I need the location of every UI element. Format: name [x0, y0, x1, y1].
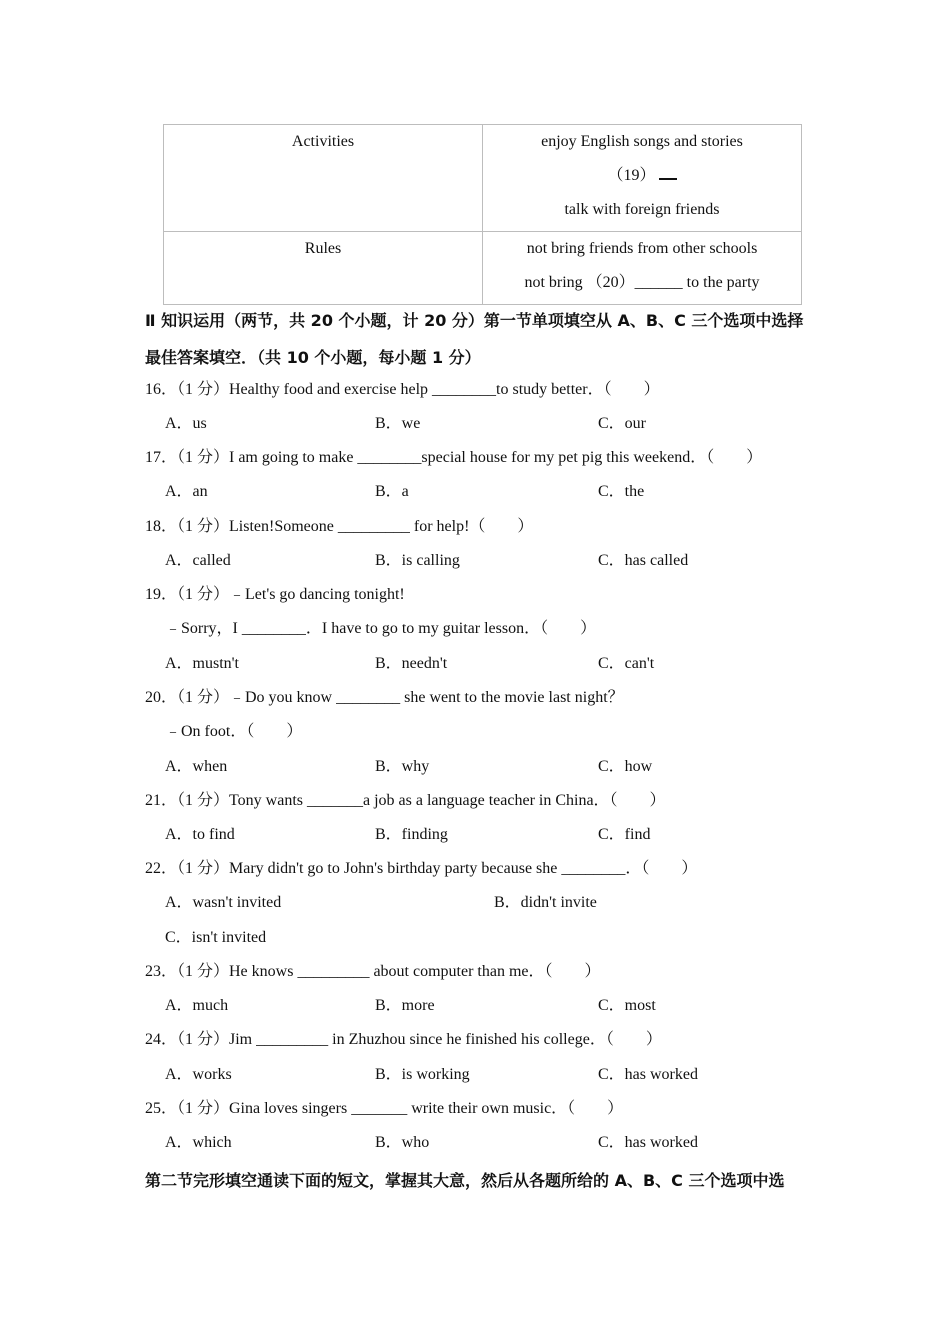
q22-option-c[interactable]: C．isn't invited — [165, 929, 267, 946]
rules-label: Rules — [304, 240, 342, 257]
rule-line-2: not bring （20）______ to the party — [524, 274, 760, 291]
q20-option-c[interactable]: C．how — [598, 758, 653, 775]
section-heading-line-1: Ⅱ 知识运用（两节，共 20 个小题，计 20 分）第一节单项填空从 A、B、C 三个选项中选择 — [145, 311, 804, 330]
q22-option-a[interactable]: A．wasn't invited — [165, 894, 282, 911]
question-20-reply: ﹣On foot．（ ） — [165, 723, 303, 740]
q20-option-b[interactable]: B．why — [375, 758, 430, 775]
q18-option-c[interactable]: C．has called — [598, 552, 689, 569]
question-18: 18．（1 分）Listen!Someone _________ for help!（ ） — [145, 518, 534, 535]
question-23: 23．（1 分）He knows _________ about computer than me．（ ） — [145, 963, 601, 980]
table-label-activities — [164, 125, 483, 232]
section-heading-line-2: 最佳答案填空．（共 10 个小题，每小题 1 分） — [145, 348, 481, 367]
q20-option-a[interactable]: A．when — [165, 758, 228, 775]
table-value-rules — [483, 232, 802, 305]
question-19-reply: ﹣Sorry，I ________．I have to go to my guitar lesson．（ ） — [165, 620, 597, 637]
q18-option-b[interactable]: B．is calling — [375, 552, 460, 569]
q24-option-a[interactable]: A．works — [165, 1066, 232, 1083]
q25-option-c[interactable]: C．has worked — [598, 1134, 698, 1151]
activity-line-2 — [483, 159, 801, 193]
q24-option-c[interactable]: C．has worked — [598, 1066, 698, 1083]
q19-option-c[interactable]: C．can't — [598, 655, 655, 672]
question-22: 22．（1 分）Mary didn't go to John's birthday party because she ________．（ ） — [145, 860, 698, 877]
q19-option-b[interactable]: B．needn't — [375, 655, 448, 672]
activities-label: Activities — [291, 133, 355, 150]
q17-option-c[interactable]: C．the — [598, 483, 645, 500]
activity-line-3: talk with foreign friends — [564, 201, 720, 218]
question-21: 21．（1 分）Tony wants _______a job as a language teacher in China．（ ） — [145, 792, 666, 809]
q25-option-b[interactable]: B．who — [375, 1134, 430, 1151]
table-value-activities — [483, 125, 802, 232]
q25-option-a[interactable]: A．which — [165, 1134, 232, 1151]
q24-option-b[interactable]: B．is working — [375, 1066, 470, 1083]
question-19: 19．（1 分）﹣Let's go dancing tonight! — [145, 586, 405, 603]
q23-option-a[interactable]: A．much — [165, 997, 229, 1014]
activity-line-1: enjoy English songs and stories — [541, 133, 743, 150]
q17-option-a[interactable]: A．an — [165, 483, 208, 500]
q22-option-b[interactable]: B．didn't invite — [494, 894, 597, 911]
question-16: 16．（1 分）Healthy food and exercise help ________to study better．（ ） — [145, 381, 660, 398]
table-row-activities — [164, 125, 802, 232]
q18-option-a[interactable]: A．called — [165, 552, 231, 569]
q21-option-b[interactable]: B．finding — [375, 826, 448, 843]
blank-19-underline — [659, 164, 677, 180]
question-24: 24．（1 分）Jim _________ in Zhuzhou since he finished his college．（ ） — [145, 1031, 662, 1048]
q16-option-a[interactable]: A．us — [165, 415, 207, 432]
q17-option-b[interactable]: B．a — [375, 483, 409, 500]
info-table — [163, 124, 802, 305]
cloze-section-heading: 第二节完形填空通读下面的短文，掌握其大意，然后从各题所给的 A、B、C 三个选项中选 — [145, 1171, 785, 1190]
q23-option-b[interactable]: B．more — [375, 997, 435, 1014]
q16-option-b[interactable]: B．we — [375, 415, 421, 432]
q16-option-c[interactable]: C．our — [598, 415, 647, 432]
q23-option-c[interactable]: C．most — [598, 997, 656, 1014]
rule-line-1: not bring friends from other schools — [526, 240, 758, 257]
q19-option-a[interactable]: A．mustn't — [165, 655, 240, 672]
question-17: 17．（1 分）I am going to make ________special house for my pet pig this weekend．（ ） — [145, 449, 763, 466]
blank-19-label: （19） — [607, 167, 656, 184]
table-row-rules — [164, 232, 802, 305]
question-25: 25．（1 分）Gina loves singers _______ write their own music．（ ） — [145, 1100, 624, 1117]
table-label-rules — [164, 232, 483, 305]
question-20: 20．（1 分）﹣Do you know ________ she went to the movie last night？ — [145, 689, 624, 706]
q21-option-a[interactable]: A．to find — [165, 826, 235, 843]
q21-option-c[interactable]: C．find — [598, 826, 651, 843]
